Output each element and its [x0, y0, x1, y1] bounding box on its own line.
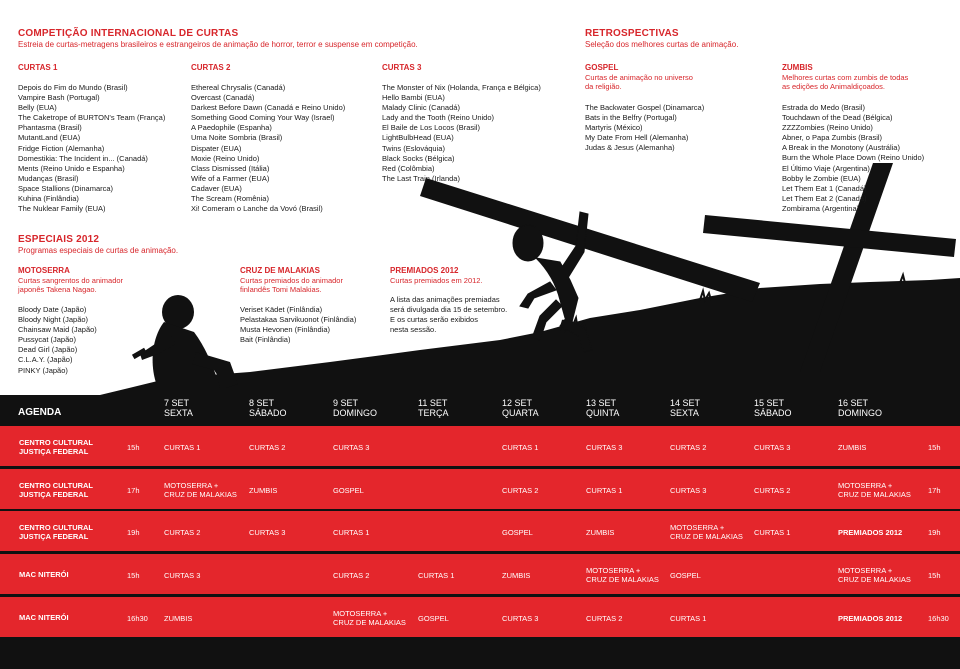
film-title: Lady and the Tooth (Reino Unido)	[382, 113, 495, 123]
program-cell: CURTAS 3	[164, 571, 201, 580]
program-cell: MOTOSERRA + CRUZ DE MALAKIAS	[838, 566, 911, 584]
film-title: Judas & Jesus (Alemanha)	[585, 143, 675, 153]
film-title: Zombirama (Argentina)	[782, 203, 860, 213]
film-title: ZZZZombies (Reino Unido)	[782, 123, 873, 133]
film-title: Pelastakaa Sarvikuonot (Finlândia)	[240, 315, 357, 325]
gospel-list	[585, 103, 704, 153]
program-cell: GOSPEL	[418, 614, 449, 623]
day-weekday: SEXTA	[164, 408, 193, 418]
cruz-list	[240, 305, 356, 345]
program-cell: CURTAS 2	[502, 486, 539, 495]
film-title: Bait (Finlândia)	[240, 335, 291, 345]
film-title: Domestikia: The Incident in... (Canadá)	[18, 153, 148, 163]
day-date: 9 SET	[333, 398, 359, 408]
program-cell: CURTAS 3	[502, 614, 539, 623]
zumbis-desc: Melhores curtas com zumbis de todas as edições do Animaldiçoados.	[782, 73, 909, 91]
agenda-day-header	[418, 398, 449, 418]
film-title: Touchdawn of the Dead (Bélgica)	[782, 113, 893, 123]
day-date: 16 SET	[838, 398, 869, 408]
day-weekday: DOMINGO	[838, 408, 882, 418]
film-title: The Caketrope of BURTON's Team (França)	[18, 113, 166, 123]
film-title: Dispater (EUA)	[191, 143, 242, 153]
film-title: The Scream (Romênia)	[191, 194, 269, 204]
agenda-row	[0, 511, 960, 551]
film-title: Mudanças (Brasil)	[18, 173, 79, 183]
agenda-day-header	[333, 398, 377, 418]
program-cell: CURTAS 1	[586, 486, 623, 495]
film-title: Kuhina (Finlândia)	[18, 194, 79, 204]
film-title: Abner, o Papa Zumbis (Brasil)	[782, 133, 883, 143]
program-cell: MOTOSERRA + CRUZ DE MALAKIAS	[838, 481, 911, 499]
program-cell: CURTAS 1	[418, 571, 455, 580]
venue-name: CENTRO CULTURAL JUSTIÇA FEDERAL	[19, 481, 94, 499]
program-cell: ZUMBIS	[586, 528, 615, 537]
film-title: El Último Viaje (Argentina)	[782, 163, 870, 173]
agenda-label: AGENDA	[18, 407, 62, 418]
film-title: C.L.A.Y. (Japão)	[18, 355, 73, 365]
film-title: Twins (Eslováquia)	[382, 143, 445, 153]
film-title: Dead Girl (Japão)	[18, 345, 78, 355]
venue-name: CENTRO CULTURAL JUSTIÇA FEDERAL	[19, 438, 94, 456]
agenda-row	[0, 426, 960, 466]
program-cell: PREMIADOS 2012	[838, 614, 903, 623]
cruz-desc: Curtas premiados do animador finlandês Tomi Malakias.	[240, 276, 343, 294]
program-cell: CURTAS 2	[754, 486, 791, 495]
competition-title: COMPETIÇÃO INTERNACIONAL DE CURTAS	[18, 28, 239, 39]
film-title: The Nuklear Family (EUA)	[18, 204, 106, 214]
gospel-title: GOSPEL	[585, 63, 619, 72]
film-title: El Baile de Los Locos (Brasil)	[382, 123, 480, 133]
film-title: Darkest Before Dawn (Canadá e Reino Unido)	[191, 103, 346, 113]
film-title: Bobby le Zombie (EUA)	[782, 173, 861, 183]
film-title: Something Good Coming Your Way (Israel)	[191, 113, 335, 123]
agenda-row	[0, 469, 960, 509]
film-title: Depois do Fim do Mundo (Brasil)	[18, 83, 128, 92]
session-time-end: 15h	[928, 571, 941, 580]
day-weekday: DOMINGO	[333, 408, 377, 418]
sitting-figure-silhouette	[132, 295, 238, 388]
program-cell: CURTAS 3	[249, 528, 286, 537]
zumbis-title: ZUMBIS	[782, 63, 813, 72]
agenda-day-header	[164, 398, 193, 418]
program-cell: CURTAS 2	[586, 614, 623, 623]
gospel-desc: Curtas de animação no universo da religião.	[585, 73, 693, 91]
film-title: Ethereal Chrysalis (Canadá)	[191, 83, 286, 92]
premiados-desc: Curtas premiados em 2012.	[390, 276, 483, 285]
day-weekday: SEXTA	[670, 408, 699, 418]
curtas3-list	[382, 83, 541, 184]
curtas2-title: CURTAS 2	[191, 63, 231, 72]
program-cell: CURTAS 3	[670, 486, 707, 495]
agenda-row	[0, 597, 960, 637]
film-title: Uma Noite Sombria (Brasil)	[191, 133, 283, 143]
day-weekday: SÁBADO	[249, 408, 287, 418]
program-cell: MOTOSERRA + CRUZ DE MALAKIAS	[670, 523, 743, 541]
film-title: Martyris (México)	[585, 123, 643, 133]
program-cell: ZUMBIS	[249, 486, 278, 495]
program-cell: CURTAS 3	[754, 443, 791, 452]
film-title: Chainsaw Maid (Japão)	[18, 325, 97, 335]
session-time: 19h	[127, 528, 140, 537]
program-cell: ZUMBIS	[164, 614, 193, 623]
program-cell: MOTOSERRA + CRUZ DE MALAKIAS	[586, 566, 659, 584]
day-date: 14 SET	[670, 398, 701, 408]
film-title: A Break in the Monotony (Austrália)	[782, 143, 900, 153]
film-title: My Date From Hell (Alemanha)	[585, 133, 689, 143]
program-cell: CURTAS 1	[670, 614, 707, 623]
program-cell: CURTAS 1	[164, 443, 201, 452]
day-weekday: TERÇA	[418, 408, 449, 418]
program-cell: CURTAS 2	[249, 443, 286, 452]
agenda-row	[0, 554, 960, 594]
agenda-day-header	[670, 398, 700, 418]
program-cell: PREMIADOS 2012	[838, 528, 903, 537]
motoserra-title: MOTOSERRA	[18, 266, 70, 275]
session-time-end: 17h	[928, 486, 941, 495]
curtas1-title: CURTAS 1	[18, 63, 58, 72]
film-title: Hello Bambi (EUA)	[382, 93, 445, 103]
film-title: A Paedophile (Espanha)	[191, 123, 272, 133]
day-date: 8 SET	[249, 398, 275, 408]
session-time: 16h30	[127, 614, 148, 623]
agenda-day-header	[754, 398, 792, 418]
film-title: LightBulbHead (EUA)	[382, 133, 454, 143]
program-cell: ZUMBIS	[838, 443, 867, 452]
film-title: Overcast (Canadá)	[191, 93, 255, 103]
film-title: The Last Train (Irlanda)	[382, 173, 460, 183]
film-title: Ments (Reino Unido e Espanha)	[18, 163, 125, 173]
film-title: Vampire Bash (Portugal)	[18, 93, 100, 103]
motoserra-list	[18, 305, 97, 376]
day-date: 12 SET	[502, 398, 533, 408]
film-title: Space Stallions (Dinamarca)	[18, 183, 114, 193]
film-title: Class Dismissed (Itália)	[191, 163, 270, 173]
film-title: The Monster of Nix (Holanda, França e Bélgica)	[382, 83, 541, 92]
film-title: Bloody Date (Japão)	[18, 305, 87, 314]
film-title: Bats in the Belfry (Portugal)	[585, 113, 677, 123]
retro-title: RETROSPECTIVAS	[585, 28, 679, 39]
especiais-subtitle: Programas especiais de curtas de animação.	[18, 246, 179, 255]
film-title: Red (Colômbia)	[382, 163, 435, 173]
program-cell: MOTOSERRA + CRUZ DE MALAKIAS	[333, 609, 406, 627]
film-title: Veriset Kädet (Finlândia)	[240, 305, 323, 314]
film-title: Musta Hevonen (Finlândia)	[240, 325, 331, 335]
motoserra-desc: Curtas sangrentos do animador japonês Takena Nagao.	[18, 276, 124, 294]
program-cell: CURTAS 1	[502, 443, 539, 452]
venue-name: MAC NITERÓI	[19, 570, 69, 579]
session-time: 15h	[127, 443, 140, 452]
film-title: Let Them Eat 1 (Canadá)	[782, 183, 867, 193]
program-cell: CURTAS 1	[333, 528, 370, 537]
program-cell: MOTOSERRA + CRUZ DE MALAKIAS	[164, 481, 237, 499]
program-cell: CURTAS 2	[164, 528, 201, 537]
session-time-end: 15h	[928, 443, 941, 452]
especiais-title: ESPECIAIS 2012	[18, 234, 100, 245]
curtas3-title: CURTAS 3	[382, 63, 422, 72]
film-title: Cadaver (EUA)	[191, 183, 242, 193]
session-time-end: 19h	[928, 528, 941, 537]
program-cell: GOSPEL	[502, 528, 533, 537]
cruz-title: CRUZ DE MALAKIAS	[240, 266, 320, 275]
film-title: MutantLand (EUA)	[18, 133, 81, 143]
agenda-day-header	[502, 398, 539, 418]
agenda-header-bar	[0, 395, 960, 425]
film-title: Xi! Comeram o Lanche da Vovó (Brasil)	[191, 204, 323, 214]
session-time: 17h	[127, 486, 140, 495]
premiados-text: A lista das animações premiadas será divulgada dia 15 de setembro. E os curtas serão exibidos nesta sessão.	[390, 295, 508, 335]
day-weekday: QUARTA	[502, 408, 539, 418]
venue-name: MAC NITERÓI	[19, 613, 69, 622]
film-title: Bloody Night (Japão)	[18, 315, 89, 325]
day-weekday: QUINTA	[586, 408, 620, 418]
film-title: Fridge Fiction (Alemanha)	[18, 143, 105, 153]
day-date: 15 SET	[754, 398, 785, 408]
film-title: Malady Clinic (Canadá)	[382, 103, 460, 113]
agenda-day-header	[838, 398, 882, 418]
session-time: 15h	[127, 571, 140, 580]
agenda-day-header	[249, 398, 287, 418]
program-cell: CURTAS 3	[586, 443, 623, 452]
curtas2-list	[191, 83, 345, 214]
program-cell: GOSPEL	[333, 486, 364, 495]
program-cell: CURTAS 2	[670, 443, 707, 452]
day-date: 13 SET	[586, 398, 617, 408]
day-date: 7 SET	[164, 398, 190, 408]
venue-name: CENTRO CULTURAL JUSTIÇA FEDERAL	[19, 523, 94, 541]
film-title: PINKY (Japão)	[18, 365, 68, 375]
day-weekday: SÁBADO	[754, 408, 792, 418]
premiados-title: PREMIADOS 2012	[390, 266, 459, 275]
film-title: Phantasma (Brasil)	[18, 123, 82, 133]
retro-subtitle: Seleção dos melhores curtas de animação.	[585, 40, 739, 49]
film-title: Black Socks (Bélgica)	[382, 153, 455, 163]
agenda-day-header	[586, 398, 619, 418]
session-time-end: 16h30	[928, 614, 949, 623]
program-cell: CURTAS 1	[754, 528, 791, 537]
film-title: Burn the Whole Place Down (Reino Unido)	[782, 153, 925, 163]
film-title: Belly (EUA)	[18, 103, 57, 113]
competition-subtitle: Estreia de curtas-metragens brasileiros e estrangeiros de animação de horror, terror e suspense em competição.	[18, 40, 418, 49]
film-title: Wife of a Farmer (EUA)	[191, 173, 270, 183]
film-title: Let Them Eat 2 (Canadá)	[782, 193, 867, 203]
film-title: Moxie (Reino Unido)	[191, 153, 260, 163]
curtas1-list	[18, 83, 165, 214]
film-title: The Backwater Gospel (Dinamarca)	[585, 103, 705, 112]
program-cell: CURTAS 3	[333, 443, 370, 452]
program-cell: GOSPEL	[670, 571, 701, 580]
zumbis-list	[782, 103, 924, 214]
film-title: Estrada do Medo (Brasil)	[782, 103, 865, 112]
program-cell: ZUMBIS	[502, 571, 531, 580]
film-title: Pussycat (Japão)	[18, 335, 76, 345]
day-date: 11 SET	[418, 398, 448, 408]
program-cell: CURTAS 2	[333, 571, 370, 580]
